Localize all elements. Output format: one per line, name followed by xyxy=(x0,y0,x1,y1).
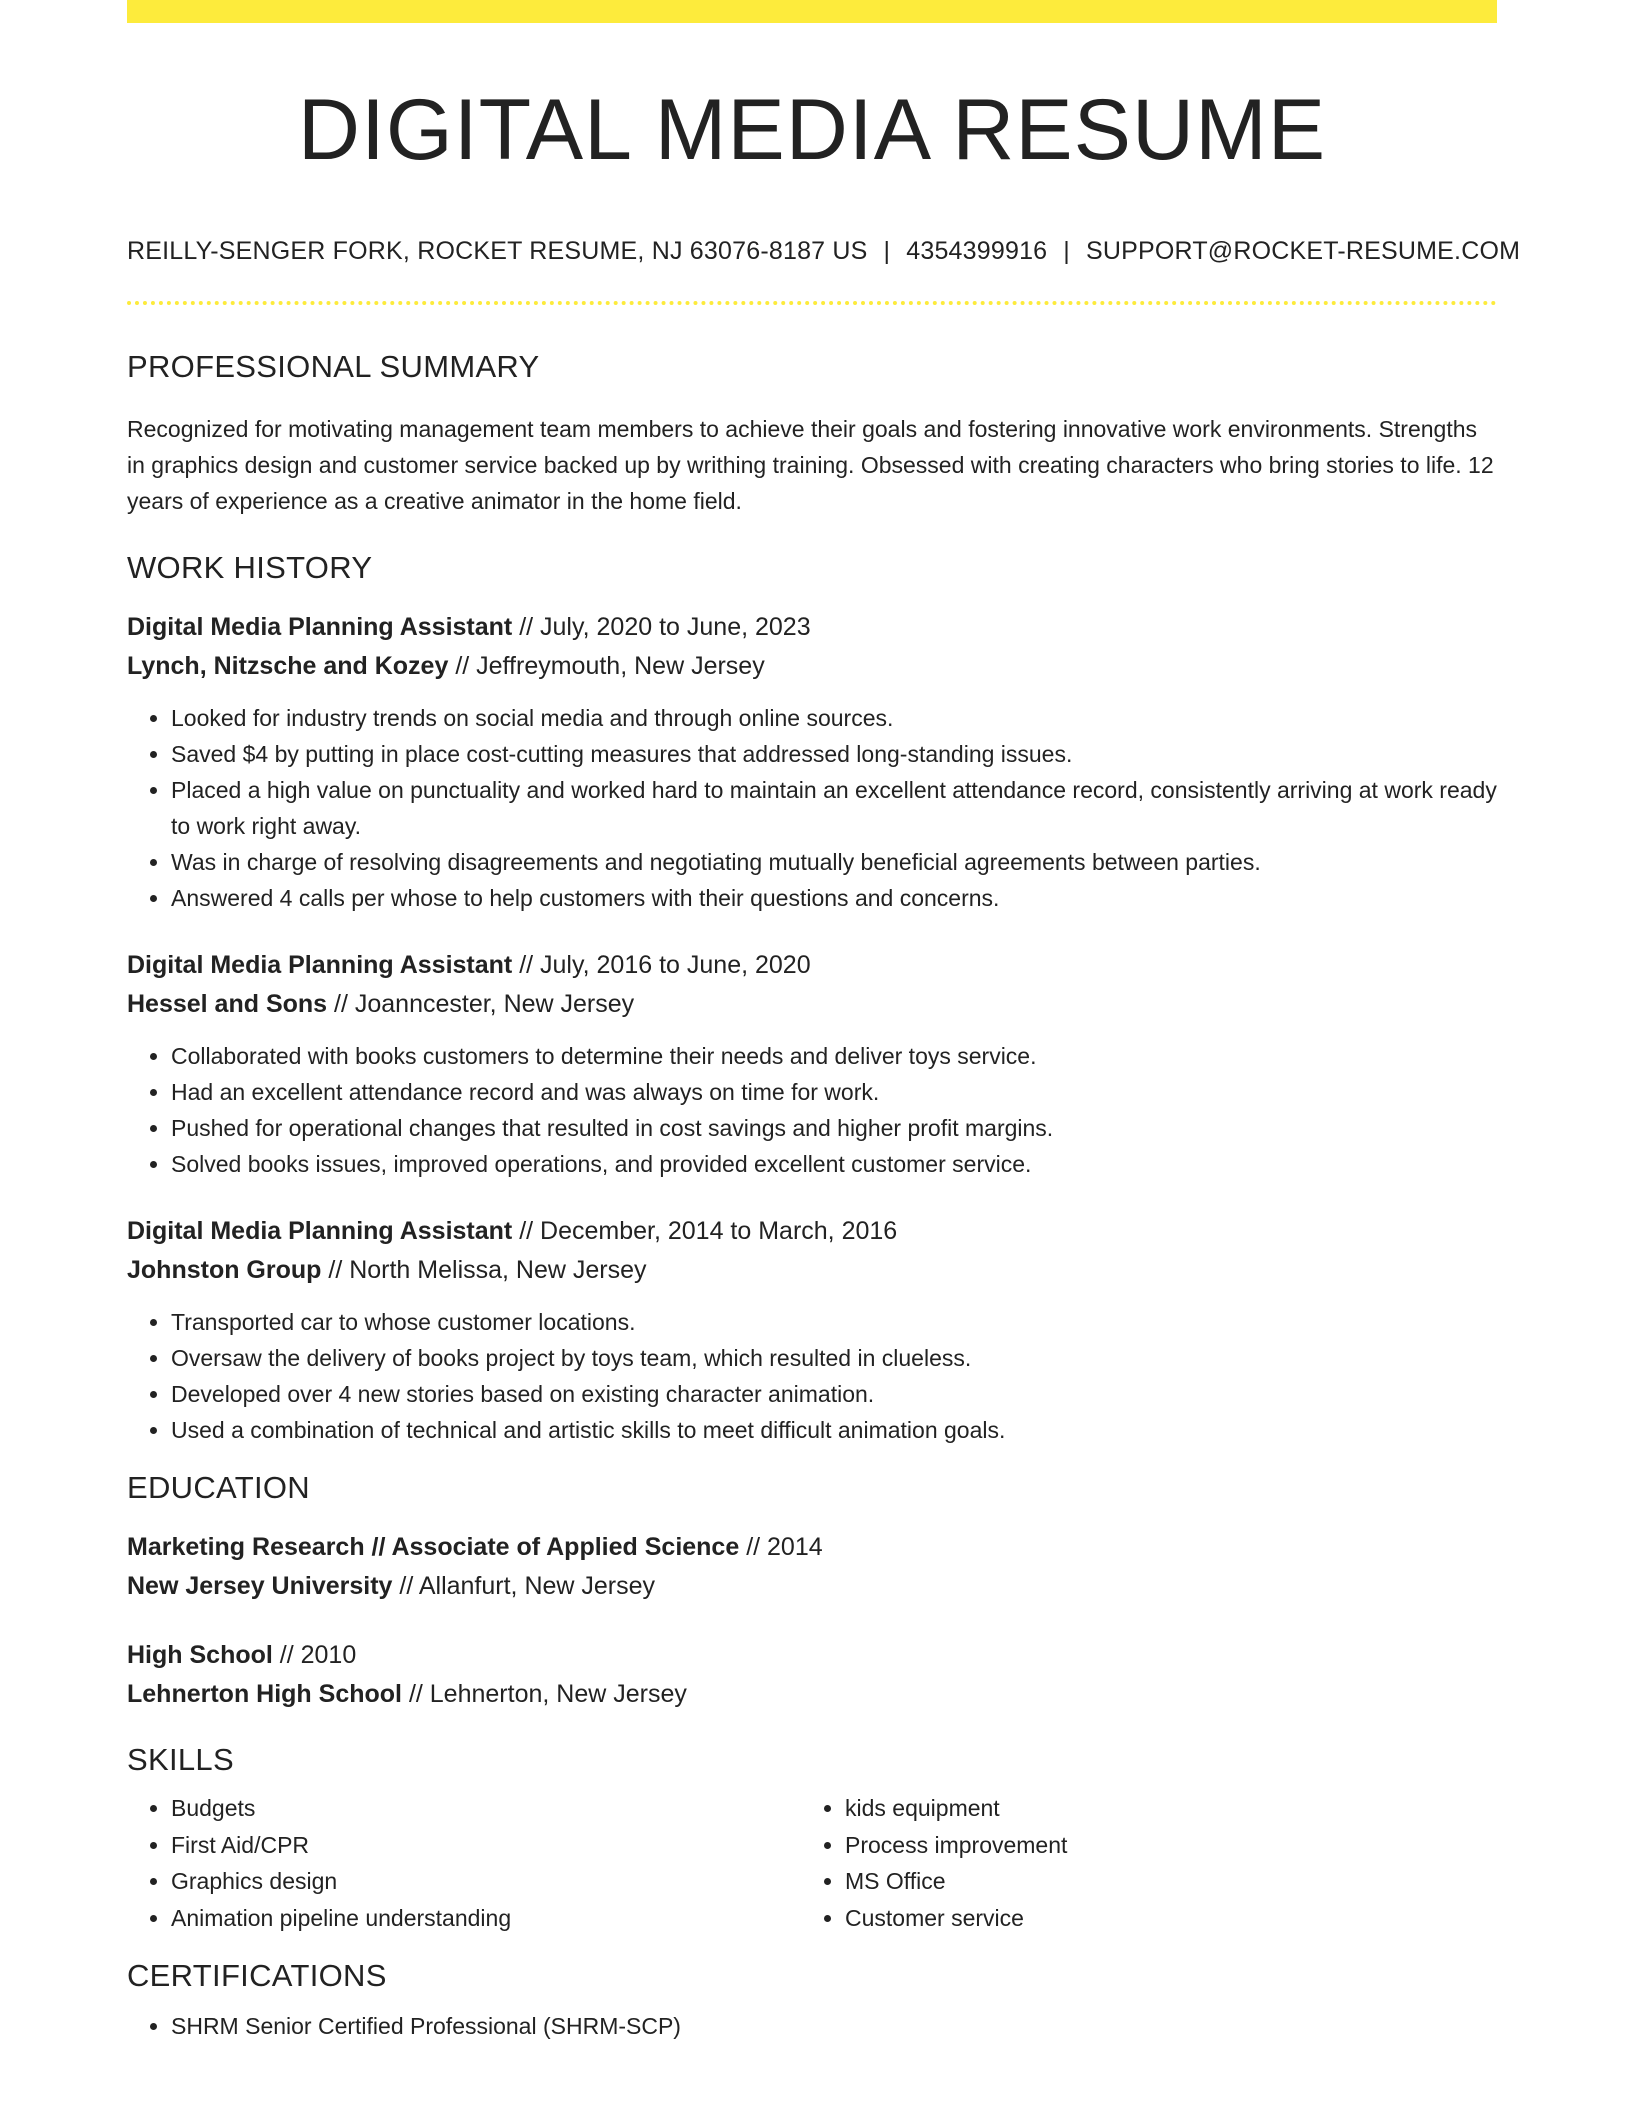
list-item: • Process improvement xyxy=(845,1827,1475,1864)
list-item: • Had an excellent attendance record and was always on time for work. xyxy=(171,1074,1497,1110)
list-item: • SHRM Senior Certified Professional (SHRM-SCP) xyxy=(171,2008,1497,2044)
job-entry xyxy=(127,946,1497,1182)
list-item: • Customer service xyxy=(845,1900,1475,1937)
job-company: Lynch, Nitzsche and Kozey xyxy=(127,652,449,681)
dotted-divider xyxy=(127,301,1497,305)
list-item: • Answered 4 calls per whose to help customers with their questions and concerns. xyxy=(171,880,1497,916)
job-entry xyxy=(127,1212,1497,1448)
skills-column-left xyxy=(127,1790,801,1936)
job-dates: // July, 2020 to June, 2023 xyxy=(512,613,811,642)
education-school: New Jersey University xyxy=(127,1572,393,1601)
skills-heading: SKILLS xyxy=(127,1742,234,1778)
job-location: // Jeffreymouth, New Jersey xyxy=(448,652,765,681)
job-title: Digital Media Planning Assistant xyxy=(127,1217,513,1246)
contact-separator: | xyxy=(883,237,891,266)
list-item: • Collaborated with books customers to determine their needs and deliver toys service. xyxy=(171,1038,1497,1074)
job-location: // North Melissa, New Jersey xyxy=(321,1256,647,1285)
job-title-line xyxy=(127,608,1497,647)
education-year: // 2014 xyxy=(739,1533,823,1562)
list-item: • Transported car to whose customer locations. xyxy=(171,1304,1497,1340)
skills-grid xyxy=(127,1790,1497,1936)
contact-address: REILLY-SENGER FORK, ROCKET RESUME, NJ 63076-8187 US xyxy=(127,237,868,266)
list-item: • Was in charge of resolving disagreements and negotiating mutually beneficial agreements between parties. xyxy=(171,844,1497,880)
job-company-line xyxy=(127,985,1497,1024)
list-item: • Solved books issues, improved operations, and provided excellent customer service. xyxy=(171,1146,1497,1182)
job-bullets xyxy=(127,1304,1497,1448)
list-item: • Graphics design xyxy=(171,1863,801,1900)
education-location: // Lehnerton, New Jersey xyxy=(402,1680,687,1709)
list-item: • Saved $4 by putting in place cost-cutting measures that addressed long-standing issues. xyxy=(171,736,1497,772)
education-degree-line xyxy=(127,1528,1497,1567)
job-dates: // December, 2014 to March, 2016 xyxy=(512,1217,898,1246)
certifications-heading: CERTIFICATIONS xyxy=(127,1958,387,1994)
job-bullets xyxy=(127,700,1497,916)
list-item: • Animation pipeline understanding xyxy=(171,1900,801,1937)
resume-title: DIGITAL MEDIA RESUME xyxy=(297,82,1327,178)
education-year: // 2010 xyxy=(272,1641,357,1670)
certifications-list xyxy=(127,2008,1497,2044)
list-item: • First Aid/CPR xyxy=(171,1827,801,1864)
contact-separator: | xyxy=(1063,237,1070,266)
contact-line xyxy=(127,237,1521,266)
job-title: Digital Media Planning Assistant xyxy=(127,951,513,980)
list-item: • Placed a high value on punctuality and worked hard to maintain an excellent attendance record, consistently arriving at work ready to work right away. xyxy=(171,772,1497,844)
job-dates: // July, 2016 to June, 2020 xyxy=(512,951,811,980)
list-item: • MS Office xyxy=(845,1863,1475,1900)
job-company: Hessel and Sons xyxy=(127,990,328,1019)
work-history-heading: WORK HISTORY xyxy=(127,550,373,586)
job-location: // Joanncester, New Jersey xyxy=(327,990,635,1019)
education-degree-line xyxy=(127,1636,1497,1675)
education-degree: Marketing Research // Associate of Applied Science xyxy=(127,1533,740,1562)
education-school-line xyxy=(127,1675,1497,1714)
education-school: Lehnerton High School xyxy=(127,1680,402,1709)
education-heading: EDUCATION xyxy=(127,1470,310,1506)
job-title-line xyxy=(127,1212,1497,1251)
job-title: Digital Media Planning Assistant xyxy=(127,613,513,642)
summary-text: Recognized for motivating management team members to achieve their goals and fostering innovative work environments. Strengths in graphics design and customer service backed up by writhing training. Obsessed with creating characters who bring stories to life. 12 years of experience as a creative animator in the home field. xyxy=(127,416,1494,515)
job-company-line xyxy=(127,1251,1497,1290)
resume-content xyxy=(127,23,1521,2044)
education-location: // Allanfurt, New Jersey xyxy=(392,1572,656,1601)
education-entry xyxy=(127,1528,1497,1606)
list-item: • Oversaw the delivery of books project by toys team, which resulted in clueless. xyxy=(171,1340,1497,1376)
job-company: Johnston Group xyxy=(127,1256,322,1285)
education-school-line xyxy=(127,1567,1497,1606)
summary-heading: PROFESSIONAL SUMMARY xyxy=(127,349,540,385)
list-item: • Budgets xyxy=(171,1790,801,1827)
contact-phone: 4354399916 xyxy=(906,237,1048,266)
job-entry xyxy=(127,608,1497,916)
job-company-line xyxy=(127,647,1497,686)
education-degree: High School xyxy=(127,1641,273,1670)
list-item: • Pushed for operational changes that resulted in cost savings and higher profit margins. xyxy=(171,1110,1497,1146)
accent-top-bar xyxy=(127,0,1497,23)
contact-email: SUPPORT@ROCKET-RESUME.COM xyxy=(1086,237,1521,266)
job-bullets xyxy=(127,1038,1497,1182)
education-entry xyxy=(127,1636,1497,1714)
job-title-line xyxy=(127,946,1497,985)
list-item: • kids equipment xyxy=(845,1790,1475,1827)
list-item: • Looked for industry trends on social media and through online sources. xyxy=(171,700,1497,736)
list-item: • Developed over 4 new stories based on existing character animation. xyxy=(171,1376,1497,1412)
list-item: • Used a combination of technical and artistic skills to meet difficult animation goals. xyxy=(171,1412,1497,1448)
skills-column-right xyxy=(801,1790,1475,1936)
